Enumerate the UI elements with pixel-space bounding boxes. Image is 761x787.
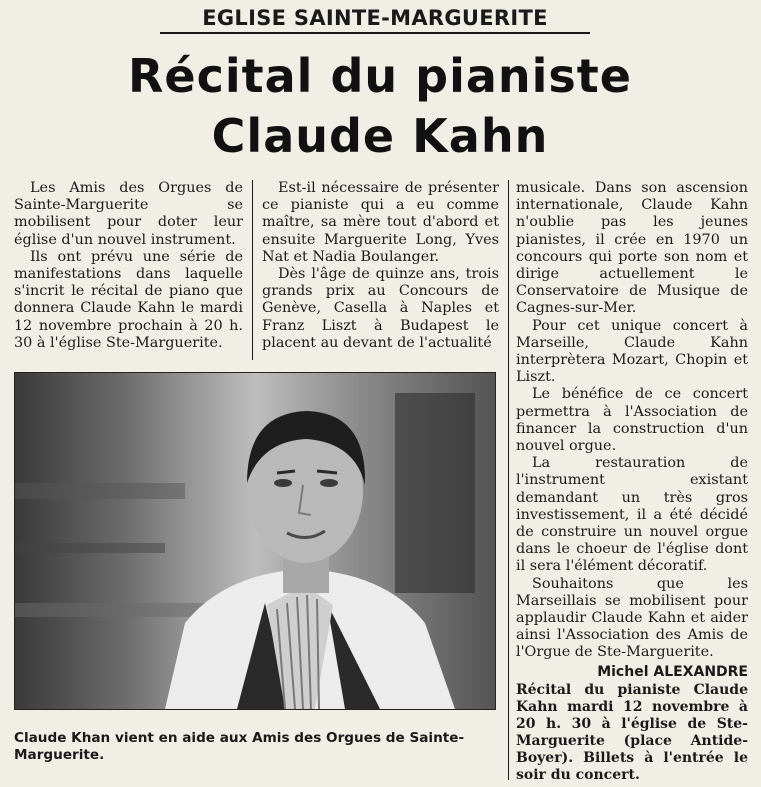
- pianist-illustration: [15, 373, 495, 709]
- pianist-photo: [14, 372, 496, 710]
- column-3: [516, 180, 748, 784]
- col2-paragraph-1: Est-il nécessaire de présenter ce pianiste qui a eu comme maître, sa mère tout d'abord et ensuite Marguerite Long, Yves Nat et Nadia Boulanger.: [262, 180, 499, 265]
- column-2: [262, 180, 499, 352]
- col1-paragraph-1: Les Amis des Orgues de Sainte-Marguerite se mobilisent pour doter leur église d'un nouvel instrument.: [14, 180, 243, 248]
- headline-line-2: Claude Kahn: [211, 109, 549, 163]
- col3-paragraph-5: Souhaitons que les Marseillais se mobilisent pour applaudir Claude Kahn et aider ainsi l'Association des Amis de l'Orgue de Ste-Marguerite.: [516, 575, 748, 661]
- column-divider-2: [508, 180, 509, 780]
- headline-line-1: Récital du pianiste: [128, 49, 632, 103]
- photo-caption: Claude Khan vient en aide aux Amis des Orgues de Sainte-Marguerite.: [14, 730, 465, 763]
- col3-paragraph-3: Le bénéfice de ce concert permettra à l'Association de financer la construction d'un nouvel orgue.: [516, 386, 748, 455]
- col1-paragraph-2: Ils ont prévu une série de manifestations dans laquelle s'incrit le récital de piano que donnera Claude Kahn le mardi 12 novembre prochain à 20 h. 30 à l'église Ste-Marguerite.: [14, 248, 243, 351]
- col3-paragraph-2: Pour cet unique concert à Marseille, Claude Kahn interprètera Mozart, Chopin et Liszt.: [516, 317, 748, 386]
- col3-paragraph-4: La restauration de l'instrument existant demandant un très gros investissement, il a été décidé de construire un nouvel orgue dans le choeur de l'église dont il sera l'élément décoratif.: [516, 455, 748, 575]
- article-headline: [40, 46, 720, 166]
- col3-paragraph-1: musicale. Dans son ascension internationale, Claude Kahn n'oublie pas les jeunes pianistes, il crée en 1970 un concours qui porte son nom et dirige actuellement le Conservatoire de Musique de Cagnes-sur-Mer.: [516, 180, 748, 317]
- column-1: [14, 180, 243, 352]
- author-signature: Michel ALEXANDRE: [597, 663, 748, 680]
- column-divider-1: [252, 180, 253, 360]
- col2-paragraph-2: Dès l'âge de quinze ans, trois grands prix au Concours de Genève, Casella à Naples et Franz Liszt à Budapest le placent au devant de l'actualité: [262, 266, 499, 351]
- article-kicker: EGLISE SAINTE-MARGUERITE: [160, 6, 590, 34]
- event-info: Récital du pianiste Claude Kahn mardi 12 novembre à 20 h. 30 à l'église de Ste-Marguerite (place Antide-Boyer). Billets à l'entrée le soir du concert.: [516, 681, 748, 783]
